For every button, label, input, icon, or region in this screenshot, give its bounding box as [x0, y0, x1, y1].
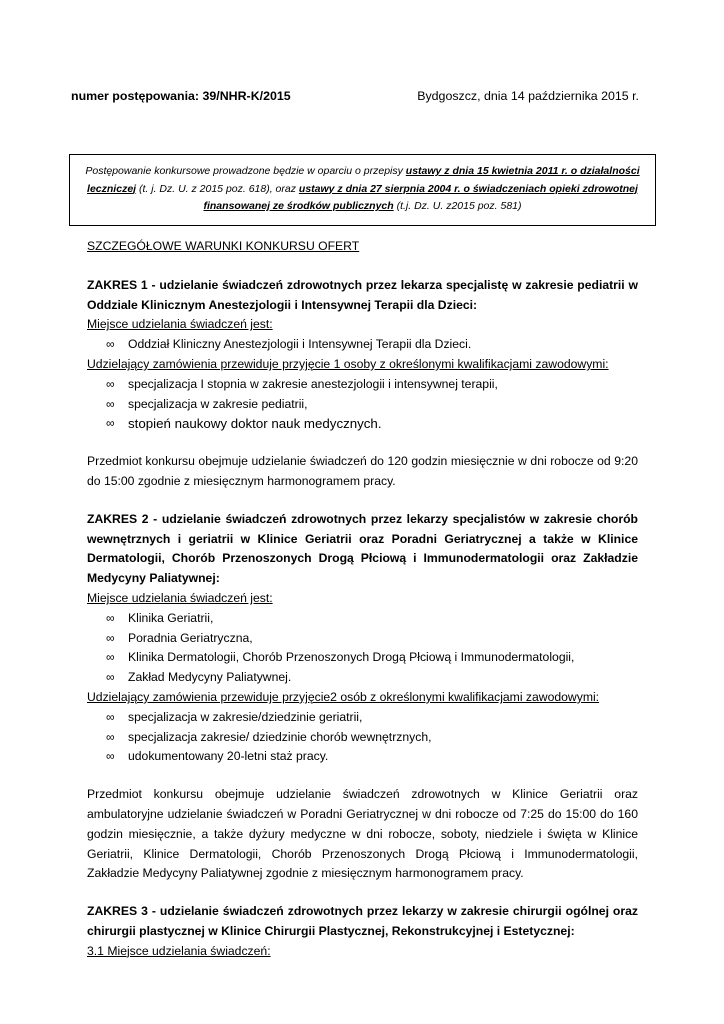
- infinity-bullet-icon: ∞: [106, 376, 115, 391]
- scope-2-subject: Przedmiot konkursu obejmuje udzielanie świadczeń zdrowotnych w Klinice Geriatrii oraz ambulatoryjne udzielanie świadczeń w Poradni Geriatrycznej w dni robocze od 7:25 do 15:00 do 160 godzin miesięcznie, a także dyżury medyczne w dni robocze, soboty, niedziele i święta w Klinice Geriatrii, Klinice Dermatologii, Chorób Przenoszonych Drogą Płciową i Immunodermatologii, Zakładzie Medycyny Paliatywnej zgodnie z miesięcznym harmonogramem pracy.: [87, 787, 638, 881]
- scope-2-requirements: [87, 708, 638, 767]
- infinity-bullet-icon: ∞: [106, 749, 115, 764]
- list-item: ∞ specjalizacja zakresie/ dziedzinie chorób wewnętrznych,: [87, 728, 638, 748]
- scope-1-subject: Przedmiot konkursu obejmuje udzielanie świadczeń do 120 godzin miesięcznie w dni robocze od 9:20 do 15:00 zgodnie z miesięcznym harmonogramem pracy.: [87, 454, 638, 488]
- legal-text-1: Postępowanie konkursowe prowadzone będzie w oparciu o przepisy: [85, 165, 406, 177]
- list-item: ∞ specjalizacja I stopnia w zakresie anestezjologii i intensywnej terapii,: [87, 375, 638, 395]
- list-item: ∞ udokumentowany 20-letni staż pracy.: [87, 747, 638, 767]
- list-item: ∞ Klinika Dermatologii, Chorób Przenoszonych Drogą Płciową i Immunodermatologii,: [87, 648, 638, 668]
- list-item: ∞ Poradnia Geriatryczna,: [87, 629, 638, 649]
- infinity-bullet-icon: ∞: [106, 630, 115, 645]
- list-item: ∞ Klinika Geriatrii,: [87, 609, 638, 629]
- scope-2-place-label: Miejsce udzielania świadczeń jest:: [87, 590, 273, 605]
- case-number: numer postępowania: 39/NHR-K/2015: [71, 89, 291, 103]
- legal-basis-box: [69, 154, 656, 226]
- infinity-bullet-icon: ∞: [106, 709, 115, 724]
- infinity-bullet-icon: ∞: [106, 416, 115, 431]
- scope-2-heading: ZAKRES 2 - udzielanie świadczeń zdrowotnych przez lekarzy specjalistów w zakresie chorób wewnętrznych i geriatrii w Klinice Geriatrii oraz Poradni Geriatrycznej a także w Klinice Dermatologii, Chorób Przenoszonych Drogą Płciową i Immunodermatologii oraz Zakładzie Medycyny Paliatywnej:: [87, 511, 638, 586]
- infinity-bullet-icon: ∞: [106, 337, 115, 352]
- section-title: SZCZEGÓŁOWE WARUNKI KONKURSU OFERT: [87, 239, 360, 253]
- list-item: ∞ specjalizacja w zakresie/dziedzinie geriatrii,: [87, 708, 638, 728]
- scope-1-places: [87, 335, 638, 355]
- document-body: [87, 237, 638, 962]
- legal-text-3: (t.j. Dz. U. z2015 poz. 581): [393, 200, 522, 212]
- scope-1-heading: ZAKRES 1 - udzielanie świadczeń zdrowotnych przez lekarza specjalistę w zakresie pediatrii w Oddziale Klinicznym Anestezjologii i Intensywnej Terapii dla Dzieci:: [87, 277, 638, 312]
- infinity-bullet-icon: ∞: [106, 670, 115, 685]
- law-reference-2: ustawy z dnia 27 sierpnia 2004 r. o świadczeniach opieki zdrowotnej finansowanej ze środków publicznych: [203, 182, 638, 212]
- scope-1-requirements: [87, 375, 638, 434]
- law-reference-1: ustawy z dnia 15 kwietnia 2011 r. o działalności leczniczej: [87, 165, 640, 195]
- place-date: Bydgoszcz, dnia 14 października 2015 r.: [417, 89, 639, 103]
- scope-3-heading: ZAKRES 3 - udzielanie świadczeń zdrowotnych przez lekarzy w zakresie chirurgii ogólnej oraz chirurgii plastycznej w Klinice Chirurgii Plastycznej, Rekonstrukcyjnej i Estetycznej:: [87, 904, 638, 938]
- scope-2-requirements-label: Udzielający zamówienia przewiduje przyjęcie2 osób z określonymi kwalifikacjami zawodowymi:: [87, 689, 600, 704]
- scope-1-requirements-label: Udzielający zamówienia przewiduje przyjęcie 1 osoby z określonymi kwalifikacjami zawodowymi:: [87, 356, 609, 371]
- infinity-bullet-icon: ∞: [106, 610, 115, 625]
- list-item: ∞ Oddział Kliniczny Anestezjologii i Intensywnej Terapii dla Dzieci.: [87, 335, 638, 355]
- scope-3-sub-label: 3.1 Miejsce udzielania świadczeń:: [87, 943, 271, 958]
- scope-2-places: [87, 609, 638, 688]
- infinity-bullet-icon: ∞: [106, 650, 115, 665]
- document-header: [71, 89, 639, 107]
- legal-text-2: (t. j. Dz. U. z 2015 poz. 618), oraz: [136, 182, 299, 195]
- list-item: ∞ stopień naukowy doktor nauk medycznych.: [87, 414, 638, 434]
- list-item: ∞ specjalizacja w zakresie pediatrii,: [87, 395, 638, 415]
- scope-1-place-label: Miejsce udzielania świadczeń jest:: [87, 317, 273, 332]
- list-item: ∞ Zakład Medycyny Paliatywnej.: [87, 668, 638, 688]
- infinity-bullet-icon: ∞: [106, 396, 115, 411]
- infinity-bullet-icon: ∞: [106, 729, 115, 744]
